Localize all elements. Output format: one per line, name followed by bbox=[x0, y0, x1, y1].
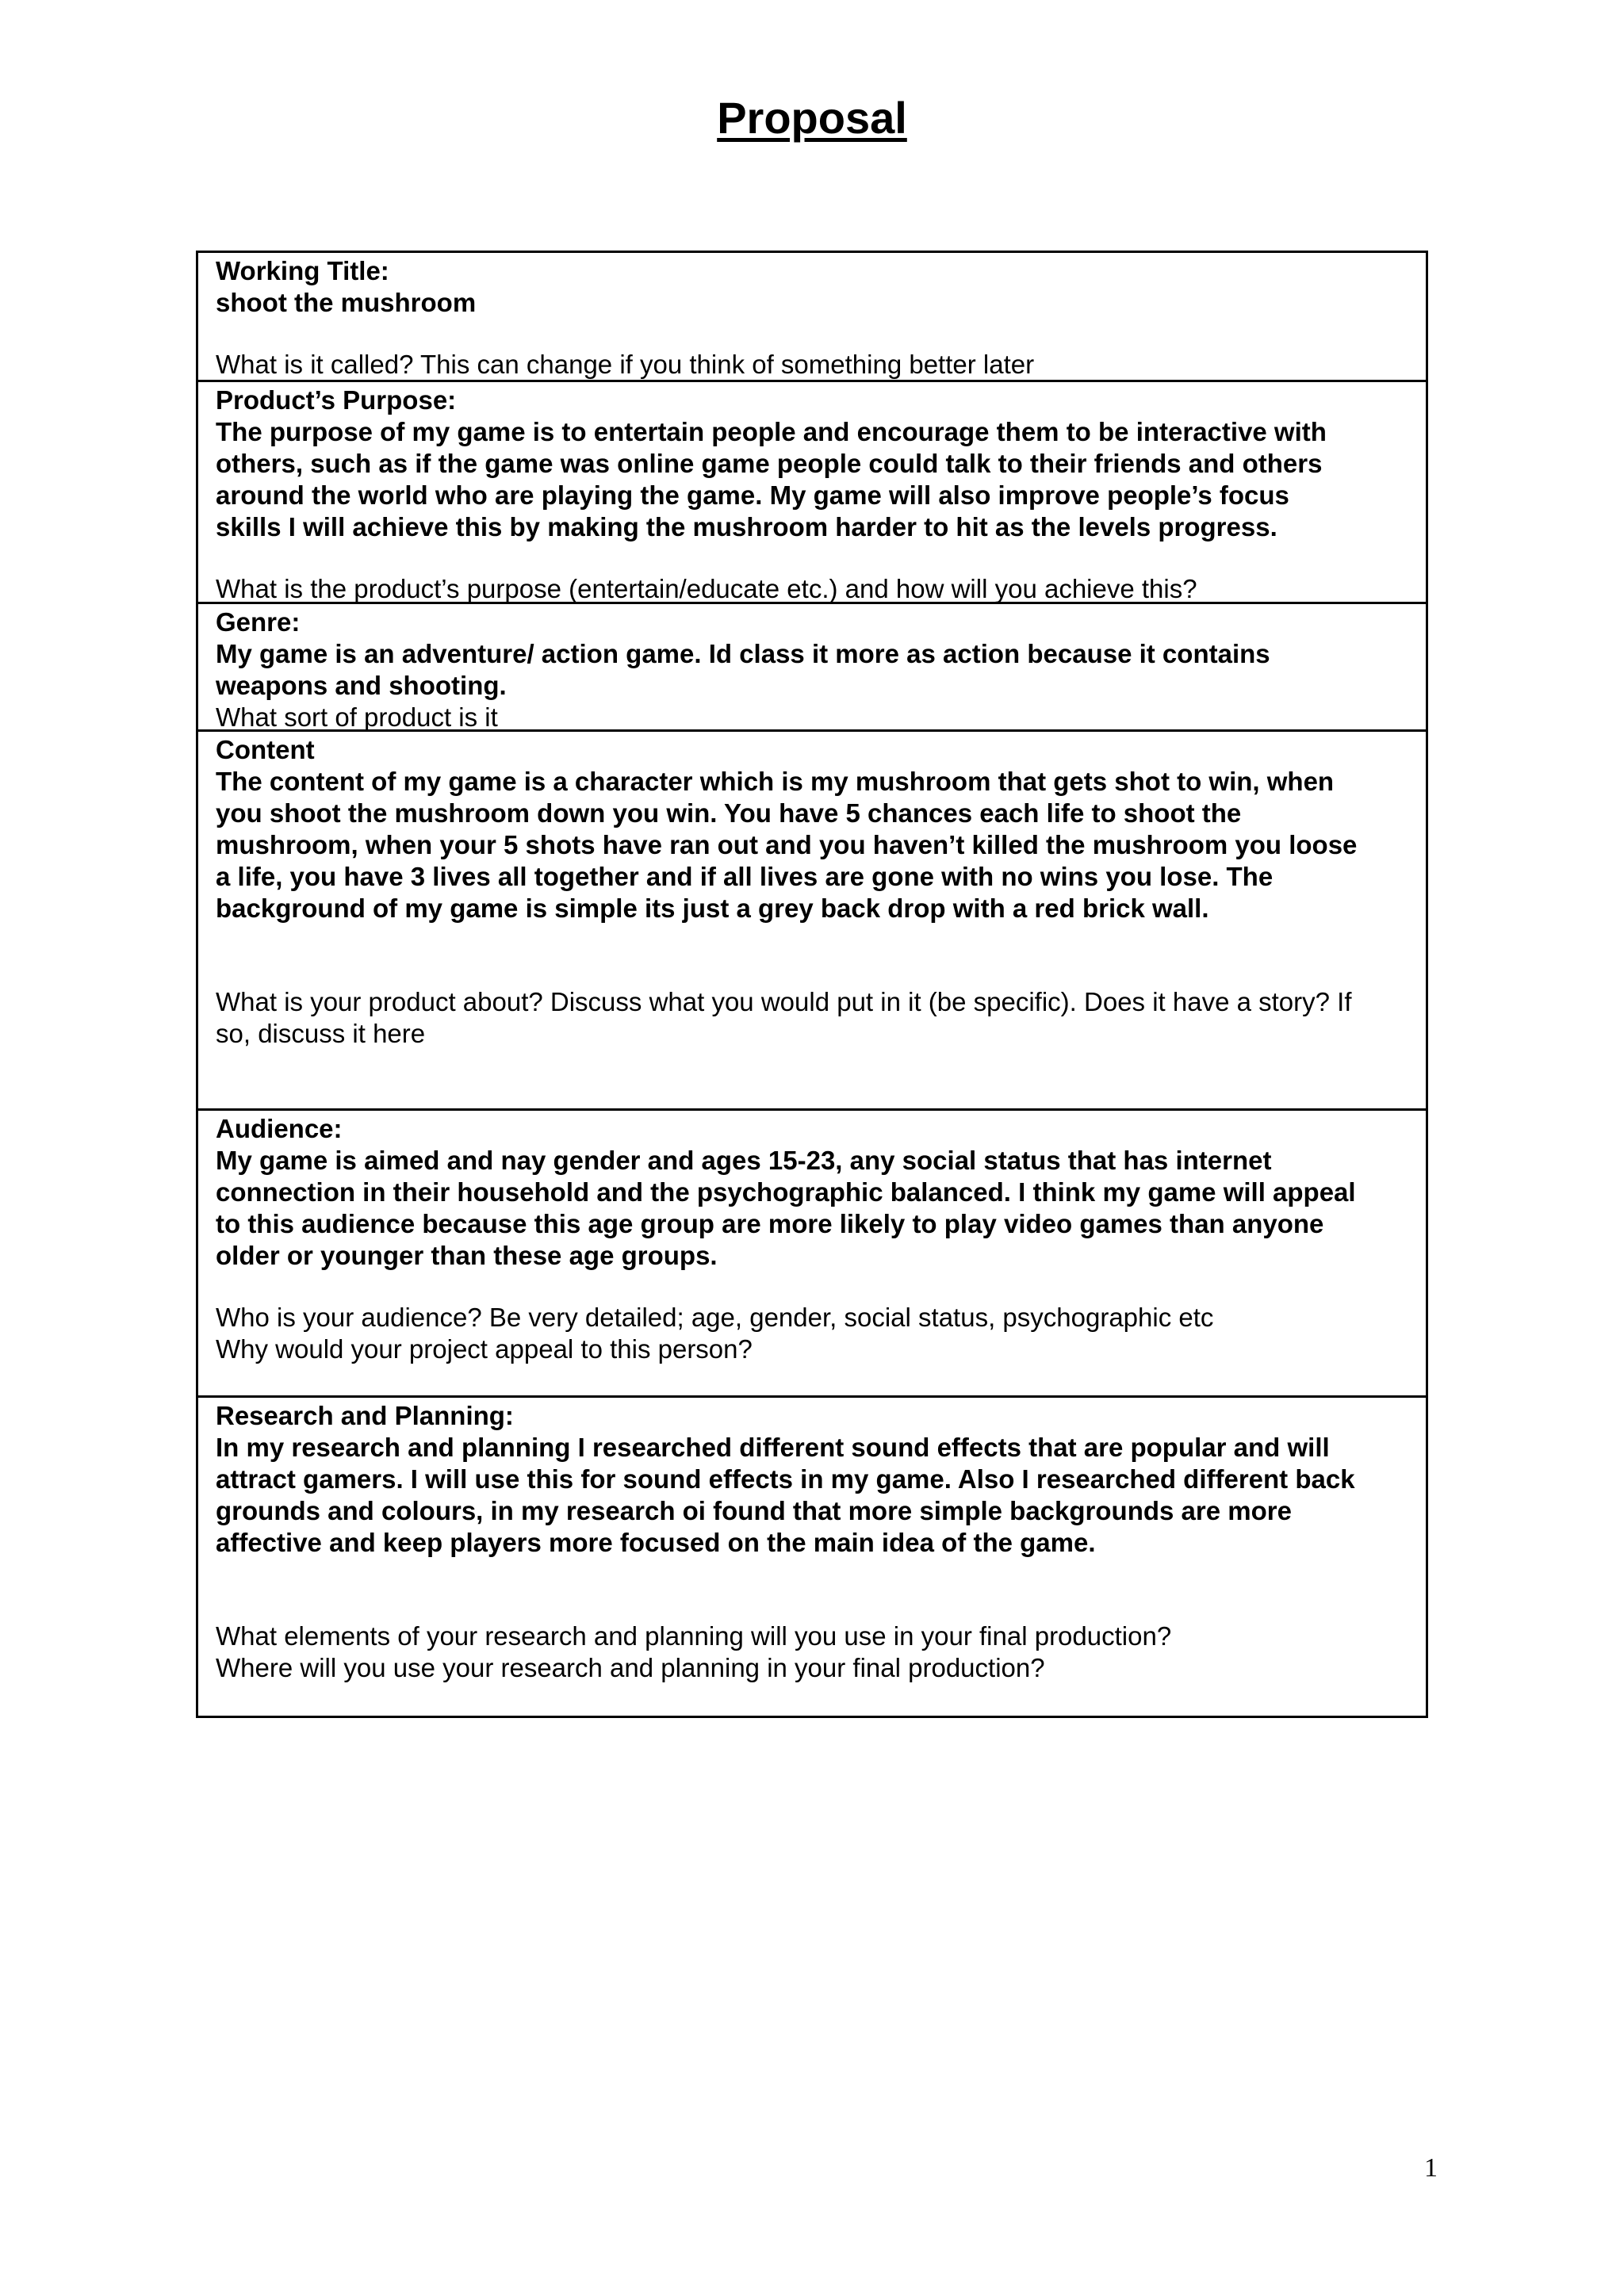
section-answer: My game is an adventure/ action game. Id class it more as action because it contains weapons and shooting. bbox=[216, 639, 1270, 700]
section-heading: Product’s Purpose: bbox=[216, 385, 457, 415]
section-heading: Content bbox=[216, 735, 315, 764]
section-heading: Working Title: bbox=[216, 256, 389, 285]
section-prompt: What is it called? This can change if you think of something better later bbox=[216, 350, 1035, 379]
spacer bbox=[216, 1559, 1413, 1621]
section-heading: Research and Planning: bbox=[216, 1401, 514, 1430]
section-research-planning bbox=[198, 1398, 1426, 1716]
section-purpose bbox=[198, 382, 1426, 604]
section-genre bbox=[198, 604, 1426, 732]
spacer bbox=[216, 319, 1413, 349]
section-prompt: What elements of your research and planning will you use in your final production? Where will you use your research and planning in your final production? bbox=[216, 1621, 1172, 1682]
section-answer: My game is aimed and nay gender and ages 15-23, any social status that has internet connection in their household and the psychographic balanced. I think my game will appeal to this audience because this age group are more likely to play video games than anyone older or younger than these age groups. bbox=[216, 1146, 1356, 1270]
section-working-title bbox=[198, 253, 1426, 382]
section-prompt: Who is your audience? Be very detailed; age, gender, social status, psychographic etc Why would your project appeal to this person? bbox=[216, 1303, 1214, 1364]
proposal-table bbox=[196, 251, 1428, 1718]
spacer bbox=[216, 924, 1413, 986]
spacer bbox=[216, 1272, 1413, 1302]
section-answer: In my research and planning I researched different sound effects that are popular and will attract gamers. I will use this for sound effects in my game. Also I researched different back grounds and colours, in my research oi found that more simple backgrounds are more affective and keep players more focused on the main idea of the game. bbox=[216, 1433, 1355, 1557]
page-number: 1 bbox=[1424, 2153, 1438, 2183]
section-prompt: What is your product about? Discuss what you would put in it (be specific). Does it have a story? If so, discuss it here bbox=[216, 987, 1352, 1048]
section-answer: The purpose of my game is to entertain people and encourage them to be interactive with others, such as if the game was online game people could talk to their friends and others around the world who are playing the game. My game will also improve people’s focus skills I will achieve this by making the mushroom harder to hit as the levels progress. bbox=[216, 417, 1327, 541]
section-heading: Audience: bbox=[216, 1114, 343, 1143]
section-prompt: What sort of product is it bbox=[216, 702, 498, 732]
section-content bbox=[198, 732, 1426, 1111]
section-audience bbox=[198, 1111, 1426, 1398]
document-title: Proposal bbox=[717, 93, 907, 143]
section-answer: The content of my game is a character which is my mushroom that gets shot to win, when you shoot the mushroom down you win. You have 5 chances each life to shoot the mushroom, when your 5 shots have ran out and you haven’t killed the mushroom you loose a life, you have 3 lives all together and if all lives are gone with no wins you lose. The background of my game is simple its just a grey back drop with a red brick wall. bbox=[216, 767, 1358, 923]
spacer bbox=[216, 543, 1413, 573]
section-heading: Genre: bbox=[216, 607, 301, 637]
section-answer: shoot the mushroom bbox=[216, 288, 477, 317]
section-prompt: What is the product’s purpose (entertain/educate etc.) and how will you achieve this? bbox=[216, 574, 1197, 603]
